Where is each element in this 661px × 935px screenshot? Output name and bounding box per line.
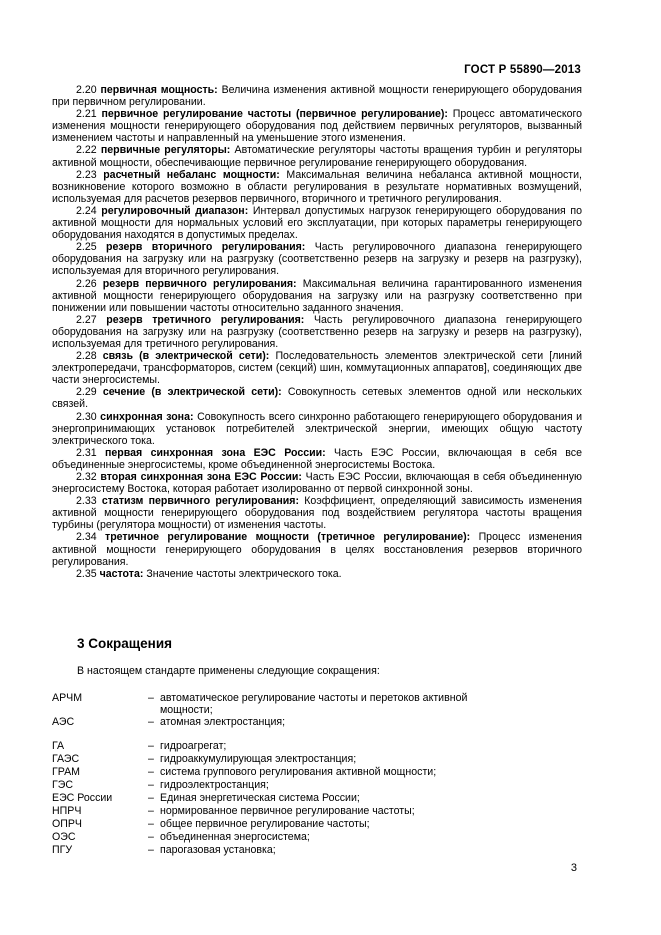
term-definition: Значение частоты электрического тока. bbox=[146, 567, 342, 580]
abbreviation-code: ПГУ bbox=[52, 844, 73, 856]
abbreviation-description: гидроаккумулирующая электростанция; bbox=[160, 753, 357, 765]
abbreviation-description: гидроагрегат; bbox=[160, 740, 227, 752]
term-2-26 bbox=[52, 278, 582, 314]
abbreviation-code: АРЧМ bbox=[52, 692, 83, 704]
abbreviation-description: Единая энергетическая система России; bbox=[160, 792, 360, 804]
term-2-24 bbox=[52, 205, 582, 241]
section-title: 3 Сокращения bbox=[77, 636, 172, 651]
term-name: первичное регулирование частоты (первичное регулирование): bbox=[101, 108, 448, 121]
term-2-20 bbox=[52, 84, 582, 108]
abbreviation-dash: – bbox=[148, 716, 154, 728]
term-number: 2.30 bbox=[76, 410, 97, 423]
term-name: частота: bbox=[99, 567, 144, 580]
term-definition: Последовательность элементов электрической сети [линий электропередачи, трансформаторов, систем (секций) шин, коммутационных аппаратов], соединяющих две части энергосистемы. bbox=[52, 350, 582, 387]
abbreviation-code: ОПРЧ bbox=[52, 818, 82, 830]
term-number: 2.25 bbox=[76, 241, 97, 254]
term-number: 2.24 bbox=[76, 204, 97, 217]
terms-list bbox=[52, 84, 582, 580]
term-number: 2.34 bbox=[76, 531, 97, 544]
term-2-28 bbox=[52, 350, 582, 386]
abbreviation-description: нормированное первичное регулирование частоты; bbox=[160, 805, 415, 817]
abbreviation-description: автоматическое регулирование частоты и перетоков активной мощности; bbox=[160, 692, 468, 716]
term-2-25 bbox=[52, 241, 582, 277]
term-number: 2.22 bbox=[76, 144, 97, 157]
term-name: резерв первичного регулирования: bbox=[102, 277, 297, 290]
term-2-22 bbox=[52, 144, 582, 168]
term-2-35 bbox=[52, 568, 582, 580]
term-name: связь (в электрической сети): bbox=[102, 350, 270, 363]
term-number: 2.32 bbox=[76, 471, 97, 483]
abbreviation-description: общее первичное регулирование частоты; bbox=[160, 818, 370, 830]
term-definition: Коэффициент, определяющий зависимость изменения активной мощности генерирующего оборудования под воздействием регулятора частоты вращения турбины (регулятора мощности) от изменения частоты. bbox=[52, 495, 583, 532]
abbreviation-code: ОЭС bbox=[52, 831, 76, 843]
term-name: первая синхронная зона ЕЭС России: bbox=[105, 446, 326, 459]
term-name: сечение (в электрической сети): bbox=[102, 386, 282, 399]
term-name: статизм первичного регулирования: bbox=[101, 495, 300, 508]
term-number: 2.26 bbox=[76, 277, 97, 290]
term-2-30 bbox=[52, 411, 582, 447]
term-name: третичное регулирование мощности (третичное регулирование): bbox=[105, 531, 471, 544]
abbreviation-code: НПРЧ bbox=[52, 805, 82, 817]
term-2-29 bbox=[52, 386, 582, 410]
abbreviation-code: ЕЭС России bbox=[52, 792, 113, 804]
term-2-23 bbox=[52, 169, 582, 205]
term-2-31 bbox=[52, 447, 582, 471]
abbreviation-description: система группового регулирования активной мощности; bbox=[160, 766, 437, 778]
abbreviation-code: ГЭС bbox=[52, 779, 74, 791]
term-definition: Часть ЕЭС России, включающая в себя все объединенные энергосистемы, кроме объединенной энергосистемы Востока. bbox=[52, 446, 582, 471]
term-number: 2.29 bbox=[76, 386, 97, 399]
term-2-21 bbox=[52, 108, 582, 144]
abbreviation-dash: – bbox=[148, 753, 154, 765]
abbreviation-description: атомная электростанция; bbox=[160, 716, 286, 728]
abbreviation-dash: – bbox=[148, 805, 154, 817]
abbreviation-code: ГАЭС bbox=[52, 753, 80, 765]
term-definition: Часть регулировочного диапазона генерирующего оборудования на загрузку или на разгрузку (соответственно резерв на загрузку и резерв на разгрузку), используемая для вторичного регулирования. bbox=[52, 241, 582, 278]
term-name: расчетный небаланс мощности: bbox=[103, 168, 280, 181]
abbreviation-code: ГРАМ bbox=[52, 766, 80, 778]
abbreviation-code: АЭС bbox=[52, 716, 75, 728]
abbreviation-description: парогазовая установка; bbox=[160, 844, 276, 856]
term-name: первичные регуляторы: bbox=[100, 144, 231, 157]
abbreviation-dash: – bbox=[148, 740, 154, 752]
document-header: ГОСТ Р 55890—2013 bbox=[464, 64, 581, 76]
term-number: 2.23 bbox=[76, 168, 97, 181]
term-number: 2.20 bbox=[76, 84, 97, 96]
term-name: регулировочный диапазон: bbox=[101, 204, 249, 217]
term-2-34 bbox=[52, 531, 582, 567]
term-definition: Автоматические регуляторы частоты вращения турбин и регуляторы активной мощности, обеспечивающие первичное регулирование генерирующего оборудования. bbox=[52, 144, 582, 169]
term-name: резерв вторичного регулирования: bbox=[106, 241, 306, 254]
abbreviation-description: гидроэлектростанция; bbox=[160, 779, 269, 791]
term-definition: Процесс автоматического изменения мощности генерирующего оборудования под действием первичных регуляторов, вызванный изменением частоты и направленный на уменьшение этого изменения. bbox=[52, 108, 582, 145]
page-number: 3 bbox=[570, 862, 577, 874]
abbreviation-code: ГА bbox=[52, 740, 65, 752]
abbreviation-dash: – bbox=[148, 692, 154, 704]
term-name: вторая синхронная зона ЕЭС России: bbox=[100, 471, 302, 483]
term-number: 2.21 bbox=[76, 108, 97, 121]
section-intro: В настоящем стандарте применены следующие сокращения: bbox=[77, 665, 380, 677]
term-name: первичная мощность: bbox=[100, 84, 218, 96]
term-number: 2.31 bbox=[76, 446, 97, 459]
abbreviation-dash: – bbox=[148, 818, 154, 830]
term-definition: Часть ЕЭС России, включающая в себя объединенную энергосистему Востока, которая работает изолированно от первой синхронной зоны. bbox=[52, 471, 582, 496]
abbreviation-dash: – bbox=[148, 831, 154, 843]
term-2-33 bbox=[52, 495, 582, 531]
term-name: резерв третичного регулирования: bbox=[106, 313, 305, 326]
term-definition: Совокупность всего синхронно работающего генерирующего оборудования и энергопринимающих установок потребителей электрической энергии, имеющих общую частоту электрического тока. bbox=[52, 410, 583, 447]
term-2-32 bbox=[52, 471, 582, 495]
term-definition: Процесс изменения активной мощности генерирующего оборудования в целях восстановления резервов вторичного регулирования. bbox=[52, 531, 582, 568]
term-number: 2.35 bbox=[76, 567, 97, 580]
term-definition: Максимальная величина гарантированного изменения активной мощности генерирующего оборудования на загрузку или на разгрузку соответственно при понижении или повышении частоты относительно заданного значения. bbox=[52, 277, 582, 314]
abbreviation-dash: – bbox=[148, 766, 154, 778]
term-definition: Величина изменения активной мощности генерирующего оборудования при первичном регулировании. bbox=[52, 84, 582, 109]
term-name: синхронная зона: bbox=[100, 410, 194, 423]
term-2-27 bbox=[52, 314, 582, 350]
abbreviation-dash: – bbox=[148, 844, 154, 856]
abbreviation-dash: – bbox=[148, 779, 154, 791]
term-number: 2.33 bbox=[76, 495, 97, 508]
term-definition: Совокупность сетевых элементов одной или нескольких связей. bbox=[52, 386, 582, 411]
term-definition: Интервал допустимых нагрузок генерирующего оборудования по активной мощности для нормальных условий его эксплуатации, при которых параметры генерирующего оборудования находятся в допустимых пределах. bbox=[52, 204, 582, 242]
term-definition: Максимальная величина небаланса активной мощности, возникновение которого возможно в области регулирования в результате нормативных возмущений, используемая для расчетов резервов первичного, вторичного и третичного регулирования. bbox=[52, 168, 582, 205]
term-definition: Часть регулировочного диапазона генерирующего оборудования на загрузку или на разгрузку (соответственно резерв на загрузку и резерв на разгрузку), используемая для третичного регулирования. bbox=[52, 313, 582, 350]
term-number: 2.28 bbox=[76, 350, 97, 363]
abbreviation-dash: – bbox=[148, 792, 154, 804]
term-number: 2.27 bbox=[76, 313, 97, 326]
abbreviation-description: объединенная энергосистема; bbox=[160, 831, 310, 843]
